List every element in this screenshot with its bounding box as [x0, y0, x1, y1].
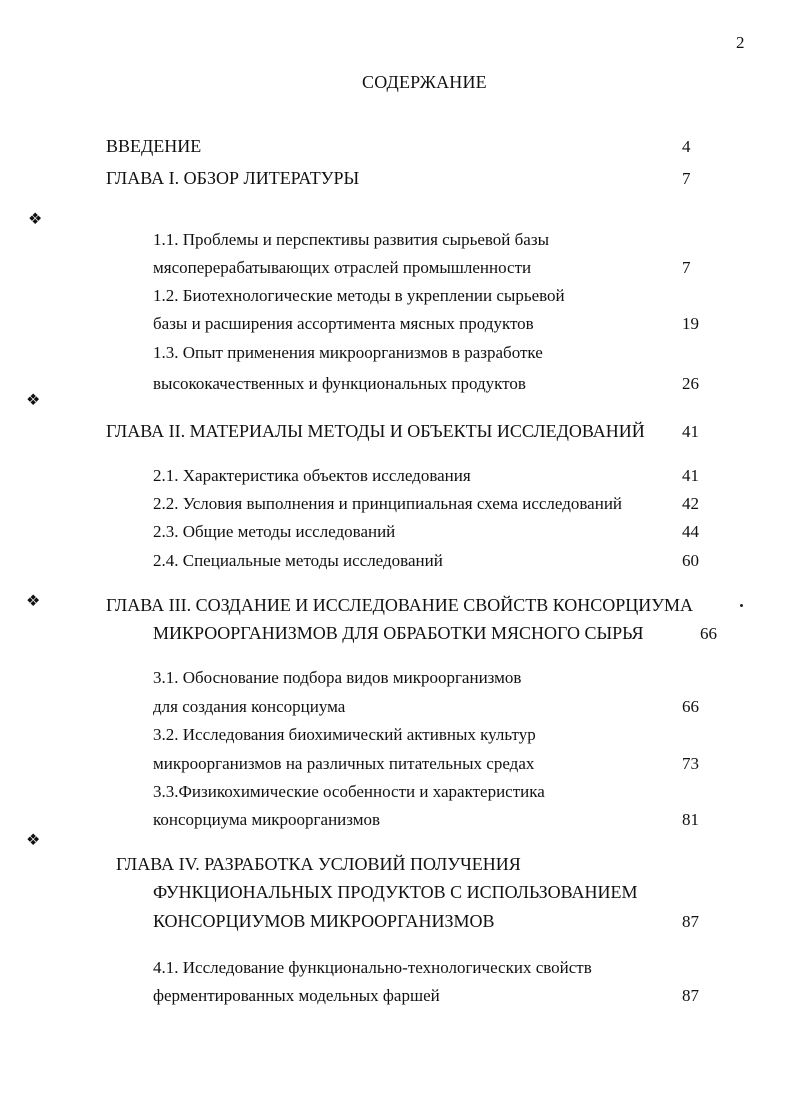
toc-entry-label: ГЛАВА I. ОБЗОР ЛИТЕРАТУРЫ [106, 168, 360, 188]
toc-entry-page: 87 [682, 986, 699, 1005]
toc-entry-label: ГЛАВА II. МАТЕРИАЛЫ МЕТОДЫ И ОБЪЕКТЫ ИССЛЕДОВАНИЙ [106, 421, 645, 441]
toc-entry-page: 66 [682, 697, 699, 716]
toc-entry-label-continued: микроорганизмов на различных питательных средах [153, 754, 535, 773]
toc-entry-page: 41 [682, 422, 699, 441]
toc-title: СОДЕРЖАНИЕ [362, 72, 487, 92]
toc-entry-label: 4.1. Исследование функционально-технологических свойств [153, 958, 592, 977]
toc-entry-page: 81 [682, 810, 699, 829]
page-number: 2 [736, 33, 745, 52]
toc-entry-label: 3.2. Исследования биохимический активных культур [153, 725, 536, 744]
toc-entry-label: 2.4. Специальные методы исследований [153, 551, 443, 570]
toc-entry-label-continued: высококачественных и функциональных продуктов [153, 374, 526, 393]
toc-entry-page: 26 [682, 374, 699, 393]
toc-entry-label: 1.3. Опыт применения микроорганизмов в разработке [153, 343, 543, 362]
stray-dot [740, 604, 743, 607]
toc-entry-label: 3.3.Физикохимические особенности и характеристика [153, 782, 545, 801]
toc-entry-label-continued: для создания консорциума [153, 697, 346, 716]
margin-mark-2: ❖ [26, 392, 41, 409]
toc-entry-label: 2.2. Условия выполнения и принципиальная схема исследований [153, 494, 623, 513]
toc-entry-page: 44 [682, 522, 699, 541]
toc-entry-label-continued: мясоперерабатывающих отраслей промышленности [153, 258, 532, 277]
toc-entry-page: 66 [700, 624, 717, 643]
toc-entry-label: 3.1. Обоснование подбора видов микроорганизмов [153, 668, 522, 687]
toc-entry-page: 41 [682, 466, 699, 485]
margin-mark-3: ❖ [26, 593, 41, 610]
toc-entry-label: ВВЕДЕНИЕ [106, 136, 202, 156]
toc-entry-label: 2.1. Характеристика объектов исследования [153, 466, 471, 485]
margin-mark-4: ❖ [26, 832, 41, 849]
toc-entry-label-continued: ФУНКЦИОНАЛЬНЫХ ПРОДУКТОВ С ИСПОЛЬЗОВАНИЕМ [153, 882, 638, 902]
toc-entry-label: 1.1. Проблемы и перспективы развития сырьевой базы [153, 230, 549, 249]
margin-mark-1: ❖ [28, 211, 43, 228]
toc-entry-page: 7 [682, 258, 691, 277]
toc-entry-page: 73 [682, 754, 699, 773]
toc-entry-label-continued: МИКРООРГАНИЗМОВ ДЛЯ ОБРАБОТКИ МЯСНОГО СЫРЬЯ [153, 623, 644, 643]
toc-entry-page: 4 [682, 137, 691, 156]
toc-entry-label-continued: КОНСОРЦИУМОВ МИКРООРГАНИЗМОВ [153, 911, 495, 931]
toc-entry-label: 2.3. Общие методы исследований [153, 522, 396, 541]
toc-entry-label: ГЛАВА IV. РАЗРАБОТКА УСЛОВИЙ ПОЛУЧЕНИЯ [116, 854, 521, 874]
toc-entry-page: 87 [682, 912, 699, 931]
toc-entry-page: 19 [682, 314, 699, 333]
toc-entry-label: 1.2. Биотехнологические методы в укреплении сырьевой [153, 286, 565, 305]
toc-entry-page: 7 [682, 169, 691, 188]
toc-entry-page: 42 [682, 494, 699, 513]
toc-entry-label-continued: базы и расширения ассортимента мясных продуктов [153, 314, 534, 333]
toc-entry-page: 60 [682, 551, 699, 570]
toc-entry-label-continued: ферментированных модельных фаршей [153, 986, 440, 1005]
toc-entry-label: ГЛАВА III. СОЗДАНИЕ И ИССЛЕДОВАНИЕ СВОЙСТВ КОНСОРЦИУМА [106, 595, 694, 615]
toc-entry-label-continued: консорциума микроорганизмов [153, 810, 381, 829]
